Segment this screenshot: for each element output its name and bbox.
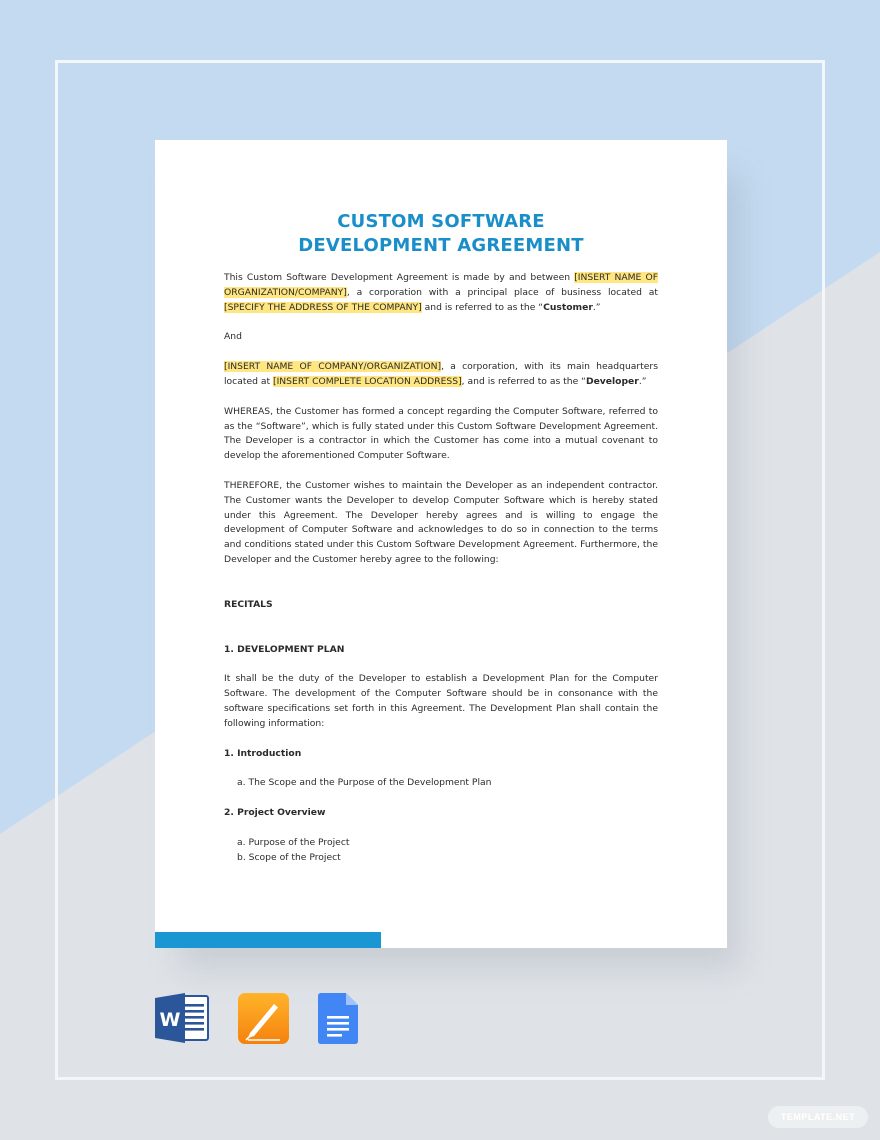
document-title bbox=[155, 210, 727, 258]
section-heading-development-plan: 1. DEVELOPMENT PLAN bbox=[224, 643, 345, 655]
intro-paragraph bbox=[224, 271, 658, 315]
document-body bbox=[224, 271, 658, 866]
title-line-1: CUSTOM SOFTWARE bbox=[337, 211, 545, 232]
and-label: And bbox=[224, 331, 242, 343]
placeholder-company-address: [SPECIFY THE ADDRESS OF THE COMPANY] bbox=[224, 301, 422, 313]
google-docs-icon[interactable] bbox=[318, 993, 358, 1044]
therefore-paragraph: THEREFORE, the Customer wishes to maintain the Developer as an independent contractor. The Customer wants the Developer to develop Computer Software which is hereby stated under this Agreement. The Developer hereby agrees and is willing to engage the development of Computer Software and acknowledges to do so in connection to the terms and conditions stated under this Custom Software Development Agreement. Furthermore, the Developer and the Customer hereby agree to the following: bbox=[224, 479, 658, 565]
subheading-project-overview: 2. Project Overview bbox=[224, 807, 326, 819]
whereas-paragraph: WHEREAS, the Customer has formed a concept regarding the Computer Software, referred to as the “Software”, which is fully stated under this Custom Software Development Agreement. The Developer is a contractor in which the Customer has come into a mutual covenant to develop the aforementioned Computer Software. bbox=[224, 405, 658, 462]
placeholder-developer-name: [INSERT NAME OF COMPANY/ORGANIZATION] bbox=[224, 361, 442, 373]
list-item: a. Purpose of the Project bbox=[237, 836, 350, 848]
title-line-2: DEVELOPMENT AGREEMENT bbox=[298, 235, 584, 256]
text-run: .” bbox=[638, 375, 647, 387]
word-icon[interactable] bbox=[155, 993, 209, 1043]
text-run: , and is referred to as the “ bbox=[461, 375, 586, 387]
developer-term: Developer bbox=[585, 375, 639, 387]
document-page bbox=[155, 140, 727, 948]
text-run: .” bbox=[592, 301, 601, 313]
text-run: and is referred to as the “ bbox=[421, 301, 544, 313]
developer-paragraph bbox=[224, 360, 658, 390]
pages-icon[interactable] bbox=[238, 993, 289, 1044]
development-plan-paragraph: It shall be the duty of the Developer to establish a Development Plan for the Computer Software. The development of the Computer Software should be in consonance with the software specifications set forth in this Agreement. The Development Plan shall contain the following information: bbox=[224, 673, 658, 729]
word-letter: W bbox=[159, 1009, 181, 1031]
text-run: This Custom Software Development Agreement is made by and between bbox=[224, 272, 575, 283]
list-item: a. The Scope and the Purpose of the Development Plan bbox=[237, 777, 492, 789]
customer-term: Customer bbox=[543, 301, 593, 313]
placeholder-location-address: [INSERT COMPLETE LOCATION ADDRESS] bbox=[273, 375, 462, 387]
subheading-introduction: 1. Introduction bbox=[224, 747, 302, 759]
accent-bar bbox=[155, 932, 381, 948]
placeholder-organization: [INSERT NAME OF ORGANIZATION/COMPANY] bbox=[224, 272, 658, 298]
recitals-heading: RECITALS bbox=[224, 598, 273, 610]
text-run: , a corporation with a principal place of business located at bbox=[346, 286, 658, 298]
list-item: b. Scope of the Project bbox=[237, 851, 341, 863]
watermark-badge: TEMPLATE.NET bbox=[768, 1106, 868, 1128]
text-run: , a corporation, with its main headquarters located at bbox=[224, 361, 658, 387]
